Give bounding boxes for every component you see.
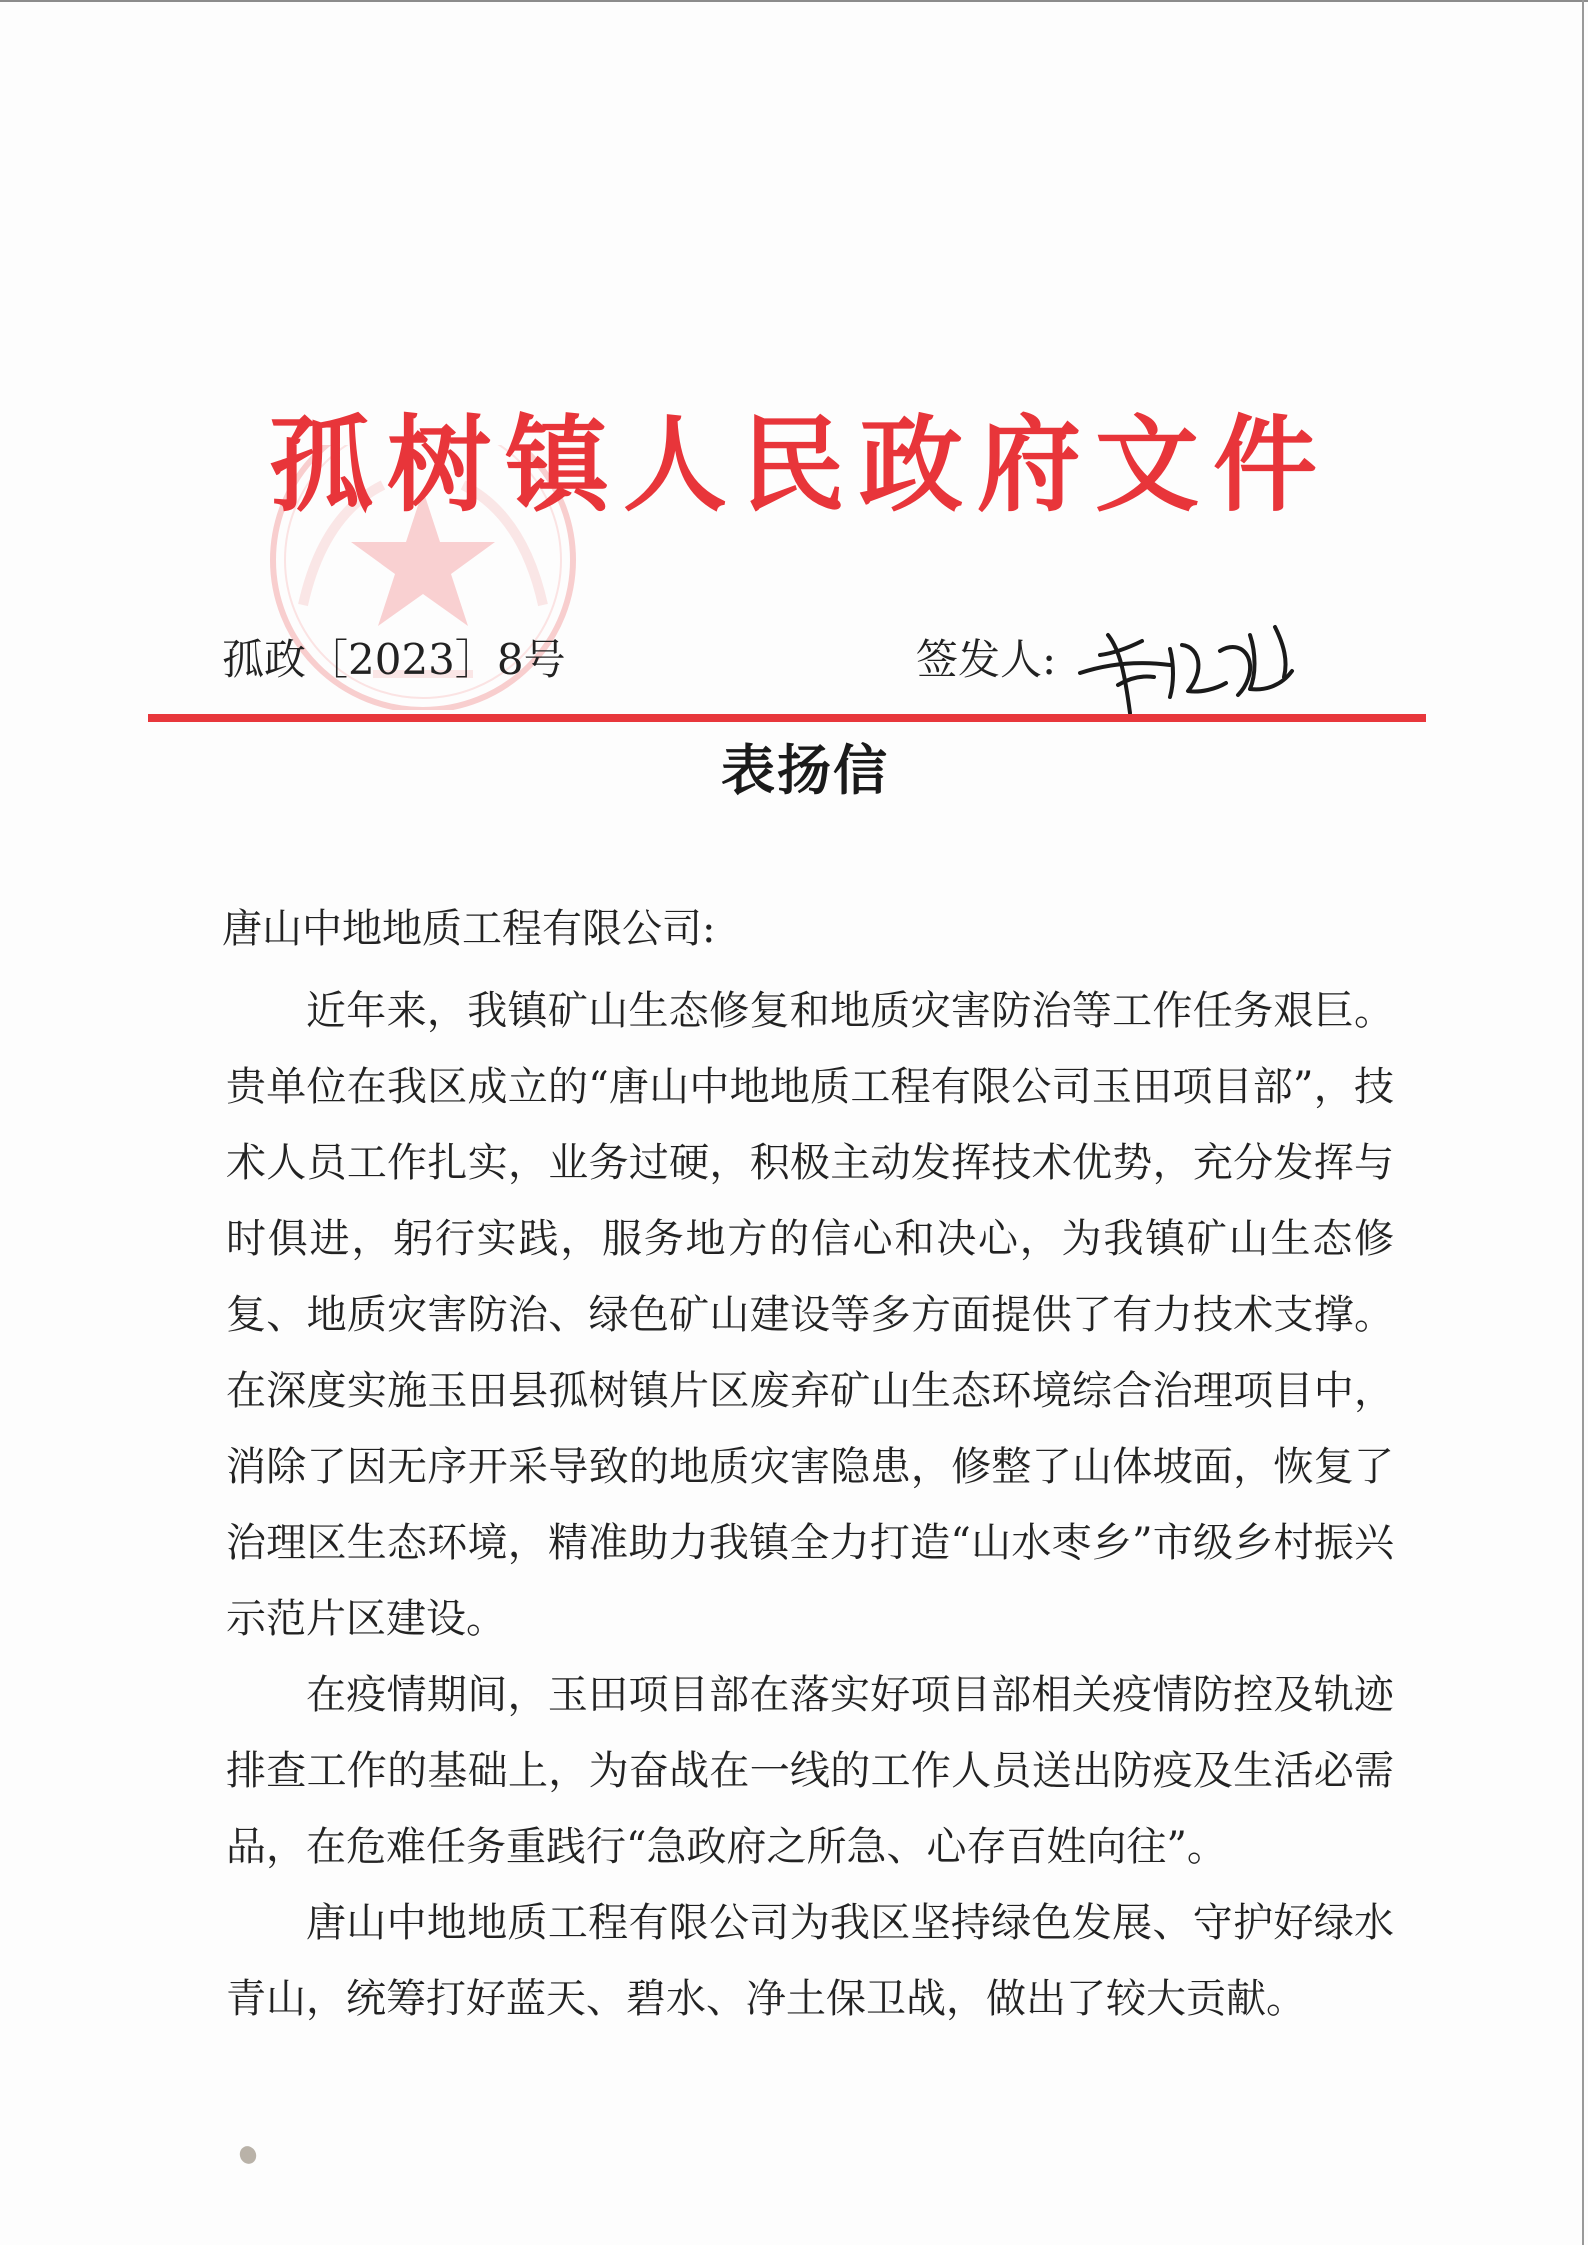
document-number: 孤政［2023］8号 [222, 635, 566, 684]
letter-body [226, 973, 1394, 2037]
signer-label: 签发人: [916, 635, 1057, 684]
red-header-rule [148, 714, 1426, 722]
body-paragraph-2: 在疫情期间，玉田项目部在落实好项目部相关疫情防控及轨迹排查工作的基础上，为奋战在一线的工作人员送出防疫及生活必需品，在危难任务重践行“急政府之所急、心存百姓向往”。 [226, 1672, 1394, 1870]
page-right-edge [1582, 0, 1584, 2245]
letter-title: 表扬信 [721, 738, 889, 802]
handwritten-signature-icon [1070, 605, 1310, 725]
scan-speck [237, 2143, 259, 2166]
body-paragraph-3: 唐山中地地质工程有限公司为我区坚持绿色发展、守护好绿水青山，统筹打好蓝天、碧水、净土保卫战，做出了较大贡献。 [226, 1900, 1394, 2022]
page-top-edge [0, 0, 1588, 2]
letter-salutation: 唐山中地地质工程有限公司: [222, 906, 716, 952]
issuer-header-title: 孤树镇人民政府文件 [268, 403, 1331, 526]
body-paragraph-1: 近年来，我镇矿山生态修复和地质灾害防治等工作任务艰巨。贵单位在我区成立的“唐山中地地质工程有限公司玉田项目部”，技术人员工作扎实，业务过硬，积极主动发挥技术优势，充分发挥与时俱进，躬行实践，服务地方的信心和决心，为我镇矿山生态修复、地质灾害防治、绿色矿山建设等多方面提供了有力技术支撑。在深度实施玉田县孤树镇片区废弃矿山生态环境综合治理项目中，消除了因无序开采导致的地质灾害隐患，修整了山体坡面，恢复了治理区生态环境，精准助力我镇全力打造“山水枣乡”市级乡村振兴示范片区建设。 [226, 988, 1394, 1642]
